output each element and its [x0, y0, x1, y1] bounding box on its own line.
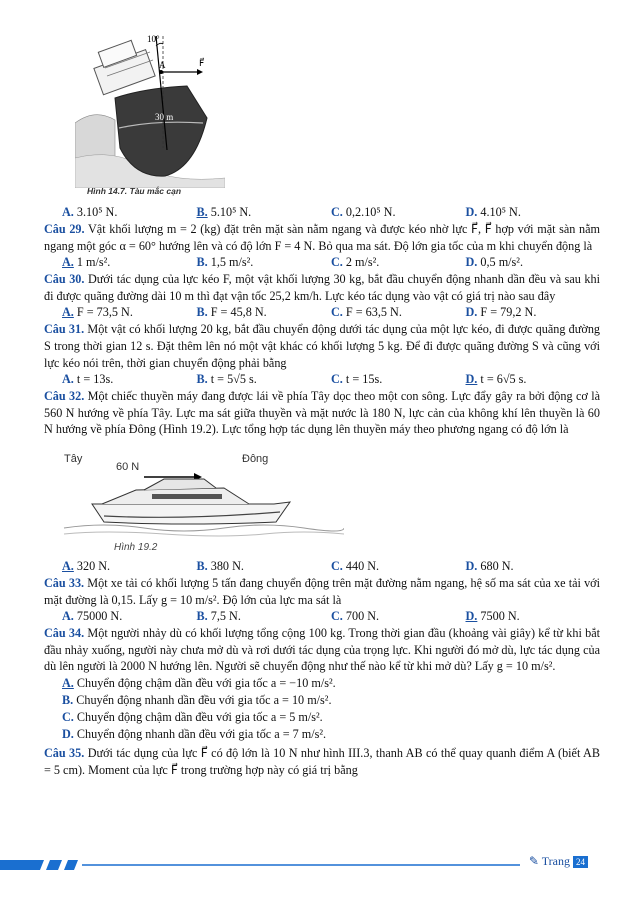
figure-19-2-caption: Hình 19.2 — [114, 541, 158, 553]
book-icon: ✎ — [528, 854, 539, 868]
q28-option-a[interactable]: A. 3.10⁵ N. — [62, 205, 118, 219]
q30-option-c[interactable]: C. F = 63,5 N. — [331, 305, 402, 320]
page-number-area — [529, 854, 588, 869]
q32-stem: Câu 32. Một chiếc thuyền máy đang được lái về phía Tây dọc theo một con sông. Lực đẩy gây ra bởi động cơ là 560 N hướng về phía Tây. Lực ma sát giữa thuyền và mặt nước là 180 N, lực cản của không khí lên thuyền là 60 N hướng về phía Đông (Hình 19.2). Lực tổng hợp tác dụng lên thuyền máy theo phương ngang có độ lớn là — [44, 389, 600, 437]
q35-number: Câu 35. — [44, 745, 85, 760]
ship-figure — [75, 28, 225, 196]
force-label: F⃗ — [199, 58, 205, 68]
q32-options — [44, 558, 600, 575]
q30-option-b[interactable]: B. F = 45,8 N. — [196, 305, 267, 320]
east-label: Đông — [242, 452, 269, 465]
q30-number: Câu 30. — [44, 272, 85, 287]
question-list — [44, 204, 600, 778]
q32-number: Câu 32. — [44, 389, 85, 404]
q29-option-c[interactable]: C. 2 m/s². — [331, 255, 380, 270]
q34-option-a[interactable]: A. Chuyển động chậm dần đều với gia tốc a = −10 m/s². — [62, 675, 336, 690]
q34-stem: Câu 34. Một người nhảy dù có khối lượng tổng cộng 100 kg. Trong thời gian đầu (khoảng vài giây) kể từ khi bắt đầu nhảy xuống, người này chưa mở dù và rơi dưới tác dụng của trọng lực. Khi người đó mở dù, lực tác dụng của dù lên người là 2000 N hướng lên. Người sẽ chuyển động như thế nào kể từ khi mở dù? Lấy g = 10 m/s². — [44, 626, 600, 674]
q29-option-d[interactable]: D. 0,5 m/s². — [465, 255, 523, 270]
q32-option-a[interactable]: A. 320 N. — [62, 558, 111, 573]
q29-options — [44, 254, 600, 271]
q28-option-b[interactable]: B. 5.10⁵ N. — [196, 205, 252, 219]
length-label: 30 m — [155, 112, 174, 122]
q34-option-c[interactable]: C. Chuyển động chậm dần đều với gia tốc a = 5 m/s². — [62, 709, 323, 724]
q33-option-d[interactable]: D. 7500 N. — [465, 609, 520, 624]
q29-number: Câu 29. — [44, 222, 85, 236]
grounded-ship-illustration — [75, 28, 225, 188]
q31-option-d[interactable]: D. t = 6√5 s. — [465, 372, 527, 387]
q34-number: Câu 34. — [44, 626, 85, 641]
page-label: Trang — [541, 854, 570, 868]
q33-option-c[interactable]: C. 700 N. — [331, 609, 380, 624]
page-number: 24 — [573, 856, 588, 868]
boat-illustration — [44, 446, 344, 556]
q32-option-d[interactable]: D. 680 N. — [465, 558, 514, 573]
q28-options — [44, 204, 600, 221]
q33-option-b[interactable]: B. 7,5 N. — [196, 609, 241, 624]
q29-stem: Câu 29. Vật khối lượng m = 2 (kg) đặt trên mặt sàn nằm ngang và được kéo nhờ lực F⃗, F⃗ hợp với mặt sàn nằm ngang một góc α = 60° hướng lên và có độ lớn F = 4 N. Bỏ qua ma sát. Độ lớn gia tốc của m khi chuyển động là — [44, 222, 600, 253]
q31-options — [44, 371, 600, 388]
figure-caption: Hình 14.7. Tàu mắc cạn — [87, 186, 182, 196]
q34-option-d[interactable]: D. Chuyển động nhanh dần đều với gia tốc a = 7 m/s². — [62, 726, 327, 741]
west-label: Tây — [64, 452, 83, 465]
q28-option-d[interactable]: D. 4.10⁵ N. — [465, 205, 521, 219]
q30-option-a[interactable]: A. F = 73,5 N. — [62, 305, 133, 320]
q33-option-a[interactable]: A. 75000 N. — [62, 609, 123, 624]
q33-options — [44, 608, 600, 625]
q30-stem: Câu 30. Dưới tác dụng của lực kéo F, một vật khối lượng 30 kg, bắt đầu chuyển động nhanh dần đều và sau khi đi được quãng đường dài 10 m thì đạt vận tốc 25,2 km/h. Lực kéo tác dụng vào vật có giá trị nào sau đây — [44, 272, 600, 303]
q29-option-a[interactable]: A. 1 m/s². — [62, 255, 111, 270]
q31-option-c[interactable]: C. t = 15s. — [331, 372, 383, 387]
q31-option-b[interactable]: B. t = 5√5 s. — [196, 372, 257, 387]
q29-option-b[interactable]: B. 1,5 m/s². — [196, 255, 254, 270]
q31-option-a[interactable]: A. t = 13s. — [62, 372, 114, 387]
q30-options — [44, 304, 600, 321]
q32-option-c[interactable]: C. 440 N. — [331, 558, 380, 573]
boat-figure — [44, 446, 600, 556]
q28-option-c[interactable]: C. 0,2.10⁵ N. — [331, 205, 396, 219]
q30-option-d[interactable]: D. F = 79,2 N. — [465, 305, 537, 320]
q33-number: Câu 33. — [44, 575, 85, 590]
angle-label: 10° — [147, 34, 160, 44]
q35-stem: Câu 35. Dưới tác dụng của lực F⃗ có độ lớn là 10 N như hình III.3, thanh AB có thể quay quanh điểm A (biết AB = 5 cm). Moment của lực F⃗ trong trường hợp này có giá trị bằng — [44, 745, 600, 777]
q34-option-b[interactable]: B. Chuyển động nhanh dần đều với gia tốc a = 10 m/s². — [62, 692, 332, 707]
q31-number: Câu 31. — [44, 322, 85, 337]
q32-option-b[interactable]: B. 380 N. — [196, 558, 244, 573]
force-60n-label: 60 N — [116, 460, 140, 473]
point-a-label: A — [159, 60, 166, 70]
q33-stem: Câu 33. Một xe tải có khối lượng 5 tấn đang chuyển động trên mặt đường nằm ngang, hệ số ma sát của xe tải với mặt đường là 0,15. Lấy g = 10 m/s². Độ lớn của lực ma sát là — [44, 575, 601, 607]
q31-stem: Câu 31. Một vật có khối lượng 20 kg, bắt đầu chuyển động dưới tác dụng của một lực kéo, đi được quãng đường S trong thời gian 12 s. Đặt thêm lên nó một vật khác có khối lượng 5 kg. Để đi được quãng đường S và cũng với lực kéo nói trên, thời gian chuyển động phải bằng — [44, 322, 601, 370]
